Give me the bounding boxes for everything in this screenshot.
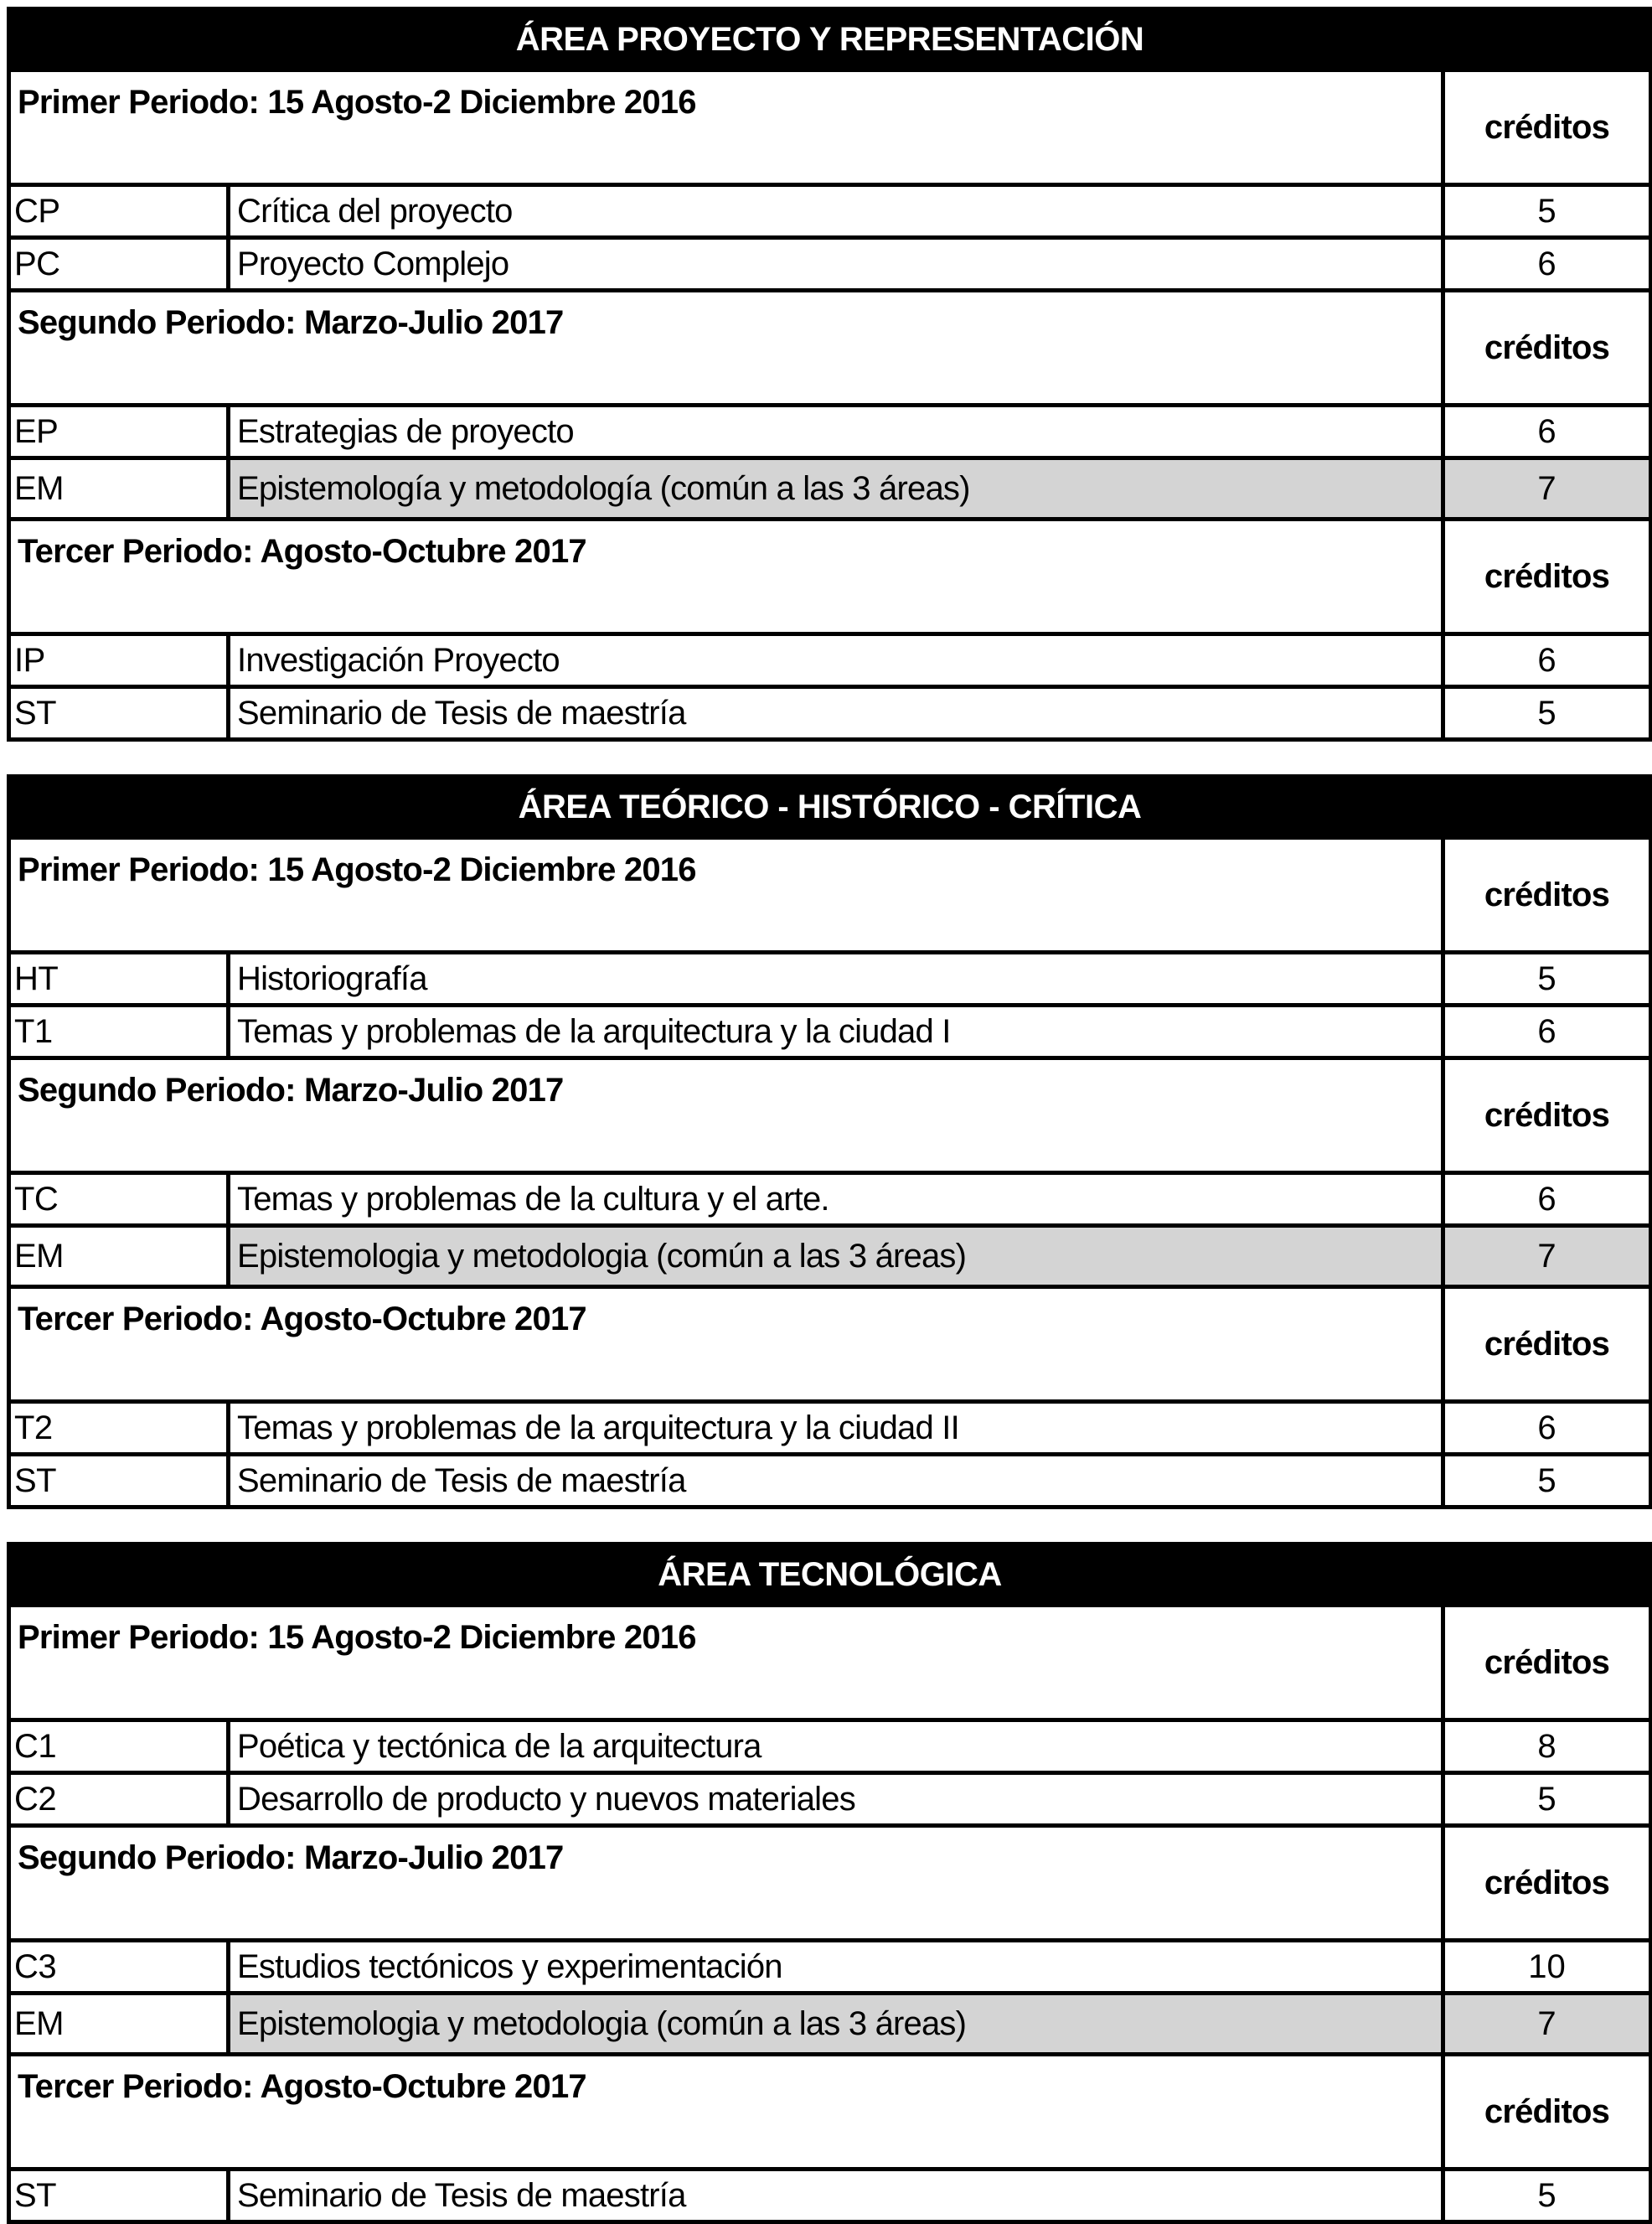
course-name: Epistemologia y metodologia (común a las 3 áreas) (229, 1994, 1443, 2055)
period-title: Tercer Periodo: Agosto-Octubre 2017 (9, 2055, 1443, 2170)
period-header-row (9, 838, 1651, 953)
area-schedule-table (7, 1542, 1652, 2224)
period-header-row (9, 1058, 1651, 1173)
course-row (9, 1402, 1651, 1455)
course-row (9, 1773, 1651, 1826)
course-name: Temas y problemas de la arquitectura y la ciudad II (229, 1402, 1443, 1455)
course-row (9, 687, 1651, 740)
course-credits: 6 (1443, 1402, 1651, 1455)
course-code: EP (9, 406, 229, 458)
course-name: Crítica del proyecto (229, 185, 1443, 238)
course-name: Seminario de Tesis de maestría (229, 687, 1443, 740)
area-title: ÁREA TEÓRICO - HISTÓRICO - CRÍTICA (9, 777, 1651, 838)
course-credits: 6 (1443, 1173, 1651, 1226)
period-title: Segundo Periodo: Marzo-Julio 2017 (9, 1058, 1443, 1173)
course-credits: 6 (1443, 238, 1651, 291)
course-row (9, 238, 1651, 291)
course-name: Seminario de Tesis de maestría (229, 2170, 1443, 2222)
course-credits: 5 (1443, 687, 1651, 740)
period-header-row (9, 1287, 1651, 1402)
course-name: Seminario de Tesis de maestría (229, 1455, 1443, 1508)
course-name: Epistemologia y metodologia (común a las 3 áreas) (229, 1226, 1443, 1287)
period-title: Tercer Periodo: Agosto-Octubre 2017 (9, 520, 1443, 634)
credits-column-header: créditos (1443, 1058, 1651, 1173)
course-credits: 5 (1443, 185, 1651, 238)
course-row (9, 953, 1651, 1006)
period-header-row (9, 1606, 1651, 1720)
course-credits: 6 (1443, 406, 1651, 458)
course-code: T2 (9, 1402, 229, 1455)
course-row (9, 1226, 1651, 1287)
course-credits: 5 (1443, 2170, 1651, 2222)
period-header-row (9, 1826, 1651, 1941)
course-row (9, 1720, 1651, 1773)
course-code: T1 (9, 1006, 229, 1058)
course-credits: 6 (1443, 634, 1651, 687)
course-credits: 7 (1443, 1226, 1651, 1287)
course-row (9, 1173, 1651, 1226)
course-code: EM (9, 458, 229, 520)
area-table (7, 1542, 1652, 2224)
area-schedule-table (7, 7, 1652, 742)
area-table (7, 774, 1652, 1509)
course-code: ST (9, 1455, 229, 1508)
course-row (9, 406, 1651, 458)
period-title: Tercer Periodo: Agosto-Octubre 2017 (9, 1287, 1443, 1402)
course-credits: 6 (1443, 1006, 1651, 1058)
course-credits: 8 (1443, 1720, 1651, 1773)
area-schedule-table (7, 774, 1652, 1509)
course-code: TC (9, 1173, 229, 1226)
course-credits: 7 (1443, 1994, 1651, 2055)
course-row (9, 634, 1651, 687)
course-code: C3 (9, 1941, 229, 1994)
area-table (7, 7, 1652, 742)
credits-column-header: créditos (1443, 70, 1651, 185)
credits-column-header: créditos (1443, 291, 1651, 406)
period-header-row (9, 70, 1651, 185)
course-row (9, 1006, 1651, 1058)
course-code: EM (9, 1994, 229, 2055)
course-credits: 7 (1443, 458, 1651, 520)
course-name: Temas y problemas de la arquitectura y la ciudad I (229, 1006, 1443, 1058)
course-name: Temas y problemas de la cultura y el arte. (229, 1173, 1443, 1226)
course-credits: 10 (1443, 1941, 1651, 1994)
course-code: EM (9, 1226, 229, 1287)
course-code: C2 (9, 1773, 229, 1826)
course-credits: 5 (1443, 953, 1651, 1006)
course-row (9, 1994, 1651, 2055)
course-credits: 5 (1443, 1773, 1651, 1826)
credits-column-header: créditos (1443, 1826, 1651, 1941)
credits-column-header: créditos (1443, 520, 1651, 634)
period-header-row (9, 291, 1651, 406)
credits-column-header: créditos (1443, 2055, 1651, 2170)
period-title: Primer Periodo: 15 Agosto-2 Diciembre 2016 (9, 838, 1443, 953)
course-code: C1 (9, 1720, 229, 1773)
period-title: Segundo Periodo: Marzo-Julio 2017 (9, 1826, 1443, 1941)
course-code: HT (9, 953, 229, 1006)
course-code: PC (9, 238, 229, 291)
course-code: ST (9, 2170, 229, 2222)
course-row (9, 2170, 1651, 2222)
period-header-row (9, 2055, 1651, 2170)
course-code: CP (9, 185, 229, 238)
course-row (9, 458, 1651, 520)
period-title: Primer Periodo: 15 Agosto-2 Diciembre 2016 (9, 1606, 1443, 1720)
course-name: Desarrollo de producto y nuevos materiales (229, 1773, 1443, 1826)
credits-column-header: créditos (1443, 1287, 1651, 1402)
period-title: Segundo Periodo: Marzo-Julio 2017 (9, 291, 1443, 406)
credits-column-header: créditos (1443, 838, 1651, 953)
course-name: Epistemología y metodología (común a las 3 áreas) (229, 458, 1443, 520)
area-title: ÁREA TECNOLÓGICA (9, 1544, 1651, 1606)
course-row (9, 1455, 1651, 1508)
course-name: Investigación Proyecto (229, 634, 1443, 687)
course-code: IP (9, 634, 229, 687)
course-code: ST (9, 687, 229, 740)
credits-column-header: créditos (1443, 1606, 1651, 1720)
course-name: Poética y tectónica de la arquitectura (229, 1720, 1443, 1773)
area-title: ÁREA PROYECTO Y REPRESENTACIÓN (9, 9, 1651, 70)
course-name: Estrategias de proyecto (229, 406, 1443, 458)
course-name: Proyecto Complejo (229, 238, 1443, 291)
period-header-row (9, 520, 1651, 634)
course-credits: 5 (1443, 1455, 1651, 1508)
course-name: Historiografía (229, 953, 1443, 1006)
course-row (9, 185, 1651, 238)
period-title: Primer Periodo: 15 Agosto-2 Diciembre 2016 (9, 70, 1443, 185)
course-name: Estudios tectónicos y experimentación (229, 1941, 1443, 1994)
course-row (9, 1941, 1651, 1994)
